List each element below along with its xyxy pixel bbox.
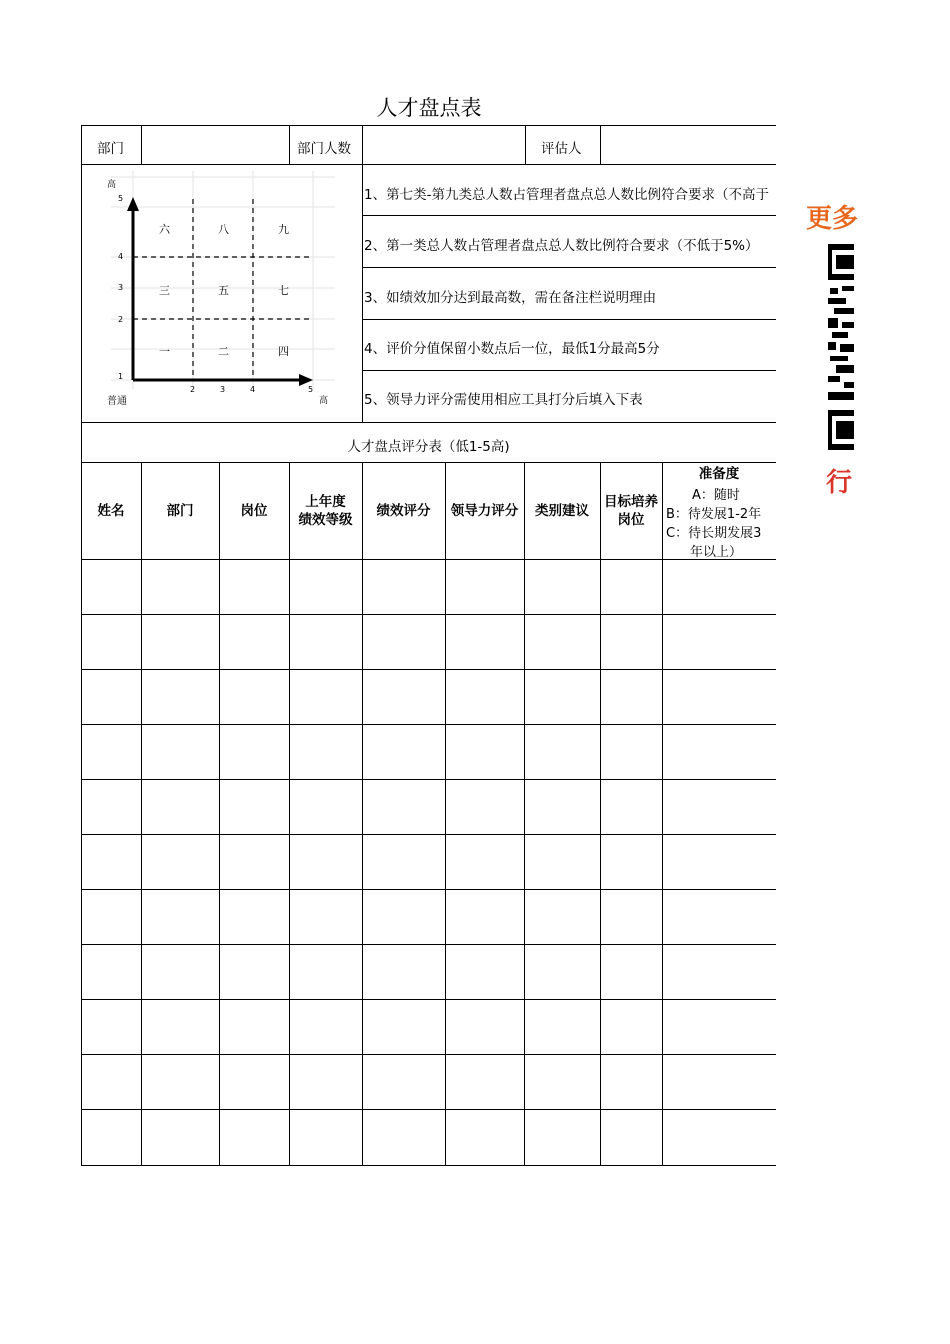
x-tick: 5 — [308, 385, 314, 394]
col-name-header: 姓名 — [97, 503, 125, 519]
box-cell: 三 — [159, 284, 170, 297]
readiness-option-b: B：待发展1-2年 — [666, 507, 762, 522]
col-last-year-header-line2: 绩效等级 — [298, 512, 353, 528]
note-3: 3、如绩效加分达到最高数，需在备注栏说明理由 — [364, 290, 657, 306]
grid-line — [81, 125, 776, 126]
grid-line — [525, 125, 526, 164]
note-2: 2、第一类总人数占管理者盘点总人数比例符合要求（不低于5%） — [364, 238, 759, 254]
y-axis-high-label: 高 — [107, 180, 117, 190]
grid-line — [81, 669, 776, 670]
note-1: 1、第七类-第九类总人数占管理者盘点总人数比例符合要求（不高于 — [364, 187, 769, 203]
col-leadership-header: 领导力评分 — [450, 503, 519, 519]
grid-line — [600, 462, 601, 1166]
y-tick: 4 — [118, 252, 124, 261]
readiness-option-c: C：待长期发展3 — [666, 526, 762, 541]
grid-line — [81, 889, 776, 890]
grid-line — [81, 779, 776, 780]
col-category-header: 类别建议 — [535, 503, 589, 519]
grid-line — [81, 614, 776, 615]
qr-code-icon — [828, 244, 854, 450]
dept-label: 部门 — [97, 141, 124, 157]
grid-line — [524, 462, 525, 1166]
grid-line — [362, 215, 776, 216]
box-cell: 九 — [278, 223, 289, 236]
grid-line — [81, 125, 82, 1166]
grid-line — [600, 125, 601, 164]
x-tick: 3 — [220, 385, 226, 394]
col-target-header-line1: 目标培养 — [604, 494, 658, 510]
grid-line — [81, 1109, 776, 1110]
talent-review-sheet — [81, 125, 776, 1166]
grid-line — [81, 462, 776, 463]
box-cell: 七 — [278, 284, 289, 297]
box-cell: 六 — [159, 223, 170, 236]
grid-line — [362, 319, 776, 320]
grid-line — [445, 462, 446, 1166]
grid-line — [81, 164, 776, 165]
grid-line — [81, 724, 776, 725]
readiness-option-c-cont: 年以上） — [690, 545, 743, 560]
headcount-label: 部门人数 — [297, 141, 351, 157]
box-cell: 二 — [218, 345, 229, 358]
x-tick: 4 — [250, 385, 256, 394]
grid-line — [141, 462, 142, 1166]
grid-line — [81, 834, 776, 835]
evaluator-label: 评估人 — [541, 141, 582, 157]
readiness-option-a: A：随时 — [692, 488, 740, 503]
box-cell: 五 — [218, 284, 229, 297]
grid-line — [219, 462, 220, 1166]
x-tick: 2 — [190, 385, 196, 394]
grid-line — [289, 125, 290, 164]
box-cell: 八 — [218, 223, 229, 236]
grid-line — [362, 125, 363, 422]
y-tick: 1 — [118, 372, 124, 381]
grid-line — [662, 462, 663, 1166]
grid-line — [81, 1165, 776, 1166]
note-4: 4、评价分值保留小数点后一位，最低1分最高5分 — [364, 341, 660, 357]
grid-line — [362, 370, 776, 371]
col-dept-header: 部门 — [166, 503, 194, 519]
promo-strip — [776, 0, 950, 1344]
promo-bottom-text: 行 — [826, 468, 853, 498]
col-performance-header: 绩效评分 — [376, 503, 431, 519]
grid-line — [289, 462, 290, 1166]
score-table-title: 人才盘点评分表（低1-5高) — [347, 439, 510, 455]
promo-top-text: 更多 — [806, 204, 859, 234]
grid-line — [362, 462, 363, 1166]
y-axis-low-label: 普通 — [107, 396, 127, 407]
grid-line — [141, 125, 142, 164]
y-tick: 3 — [118, 283, 124, 292]
y-tick: 5 — [118, 194, 124, 203]
grid-line — [81, 999, 776, 1000]
page-title: 人才盘点表 — [376, 96, 482, 120]
box-cell: 一 — [159, 345, 170, 358]
col-last-year-header-line1: 上年度 — [305, 494, 346, 510]
y-axis-arrow-icon — [127, 197, 139, 211]
box-cell: 四 — [278, 345, 289, 358]
grid-line — [362, 267, 776, 268]
grid-line — [81, 559, 776, 560]
col-target-header-line2: 岗位 — [617, 512, 645, 528]
grid-line — [81, 944, 776, 945]
grid-line — [81, 422, 776, 423]
grid-line — [81, 1054, 776, 1055]
x-axis-high-label: 高 — [319, 396, 329, 406]
col-readiness-header: 准备度 — [698, 466, 740, 482]
note-5: 5、领导力评分需使用相应工具打分后填入下表 — [364, 392, 643, 408]
col-position-header: 岗位 — [240, 503, 268, 519]
y-tick: 2 — [118, 315, 124, 324]
